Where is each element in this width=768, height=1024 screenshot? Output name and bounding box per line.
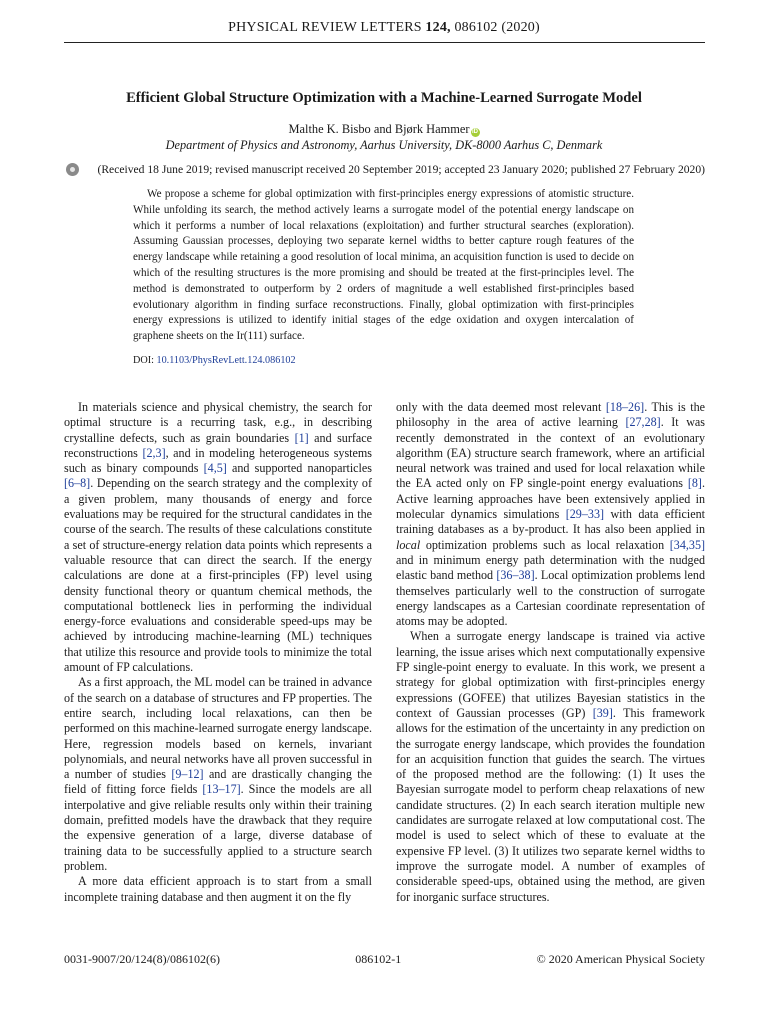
abstract: We propose a scheme for global optimization with first-principles energy expressions of atomistic structure. While unfolding its search, the method actively learns a surrogate model of the potential energy landscape on which it performs a number of local relaxations (exploitation) and further structural searches (exploration). Assuming Gaussian processes, deploying two separate kernel widths to better capture rough features of the energy landscape while retaining a good resolution of local minima, an acquisition function is used to decide on which of the resulting structures is the more promising and should be treated at the first-principles level. The method is demonstrated to outperform by 2 orders of magnitude a well established first-principles based evolutionary algorithm in finding surface reconstructions. Finally, global optimization with first-principles energy expressions is utilized to identify initial stages of the edge oxidation and oxygen intercalation of graphene sheets on the Ir(111) surface. [133, 188, 634, 343]
article-number: 086102 (2020) [454, 20, 540, 35]
paragraph: only with the data deemed most relevant [18–26]. This is the philosophy in the area of active learning [27,28]. It was recently demonstrated in the context of an evolutionary algorithm (EA) structure search framework, where an artificial neural network was trained and used for local relaxation while the EA acted only on FP single-point energy evaluations [8]. Active learning approaches have been extensively applied in molecular dynamics simulations [29–33] with data efficient training databases as a by-product. It has also been applied in local optimization problems such as local relaxation [34,35] and in minimum energy path determination with the nudged elastic band method [36–38]. Local optimization problems lend themselves particularly well to the construction of surrogate energy landscapes as a Cartesian coordinate representation of atoms may be adopted. [396, 400, 706, 629]
citation-link[interactable]: [6–8] [64, 476, 91, 491]
citation-link[interactable]: [2,3] [142, 445, 166, 460]
page-footer [64, 952, 705, 967]
volume: 124, [425, 20, 451, 35]
history-text: (Received 18 June 2019; revised manuscript received 20 September 2019; accepted 23 January 2020; published 27 February 2020) [97, 163, 705, 176]
citation-link[interactable]: [29–33] [565, 507, 605, 522]
citation-link[interactable]: [18–26] [605, 400, 645, 414]
body-column-right [396, 400, 705, 905]
page-number: 086102-1 [355, 952, 402, 966]
crossmark-icon[interactable] [66, 163, 79, 176]
citation-link[interactable]: [9–12] [171, 767, 204, 782]
citation-link[interactable]: [8] [687, 476, 702, 491]
doi-link[interactable]: 10.1103/PhysRevLett.124.086102 [156, 355, 296, 366]
footer-code: 0031-9007/20/124(8)/086102(6) [64, 952, 220, 966]
copyright: © 2020 American Physical Society [536, 952, 705, 966]
emphasis: local [396, 537, 421, 552]
affiliation: Department of Physics and Astronomy, Aarhus University, DK-8000 Aarhus C, Denmark [165, 138, 603, 152]
paper-title: Efficient Global Structure Optimization with a Machine-Learned Surrogate Model [126, 90, 642, 106]
journal-name: PHYSICAL REVIEW LETTERS [228, 20, 422, 35]
citation-link[interactable]: [39] [592, 705, 613, 720]
paragraph: In materials science and physical chemistry, the search for optimal structure is a recurring task, e.g., in describing crystalline defects, such as grain boundaries [1] and surface reconstructions [2,3], and in modeling heterogeneous systems such as binary compounds [4,5] and supported nanoparticles [6–8]. Depending on the search strategy and the complexity of a given problem, many thousands of energy and force evaluations may be required for the structural candidates in the course of the search. The results of these calculations constitute a set of structure-energy relation data points which represents a valuable resource that can direct the search. If the energy calculations are done at a first-principles (FP) level using density functional theory or quantum chemical methods, the computational bottleneck lies in performing the individual energy-force evaluations and considerable speed-ups may be achieved by introducing machine-learning (ML) techniques that utilize this resource and provide tools to minimize the total amount of FP calculations. [64, 400, 372, 675]
citation-link[interactable]: [36–38] [496, 568, 535, 583]
author-names: Malthe K. Bisbo and Bjørk Hammer [288, 122, 470, 136]
citation-link[interactable]: [34,35] [669, 537, 706, 552]
paragraph: As a first approach, the ML model can be trained in advance of the search on a database of structures and FP properties. The entire search, including local relaxations, can then be performed on this machine-learned surrogate energy landscape. Here, regression models based on kernels, invariant polynomials, and neural networks have all proven successful in a number of studies [9–12] and are drastically changing the field of fitting force fields [13–17]. Since the models are all interpolative and give reliable results only within their training domain, prefitted models have the drawback that they require the expensive generation of a large, diverse database of training data to be successfully applied to a structure search problem. [64, 675, 372, 873]
running-head [64, 20, 704, 36]
orcid-icon[interactable]: iD [472, 129, 478, 135]
authors [64, 122, 704, 137]
doi-line [133, 355, 296, 366]
citation-link[interactable]: [13–17] [202, 782, 241, 797]
doi-label: DOI: [133, 355, 154, 366]
body-column-left [64, 400, 372, 905]
paragraph: A more data efficient approach is to start from a small incomplete training database and then augment it on the fly [64, 874, 372, 904]
citation-link[interactable]: [27,28] [625, 415, 661, 430]
paragraph: When a surrogate energy landscape is trained via active learning, the issue arises which next computationally expensive FP single-point energy to evaluate. In this work, we present a strategy for global optimization with first-principles energy expressions (GOFEE) that utilizes Bayesian statistics in the context of Gaussian processes (GP) [39]. This framework allows for the estimation of the uncertainty in any prediction on the surrogate energy landscape, which provides the foundation for an acquisition function that guides the search. The virtues of the proposed method are the following: (1) It uses the Bayesian surrogate model to perform cheap relaxations of new candidate structures. (2) In each search iteration multiple new candidates are surrogate relaxed at low computational cost. The model is used to select which of these to evaluate at the expensive FP level. (3) It utilizes two separate kernel widths to improve the surrogate model. A number of examples of considerable speed-ups, obtained using the method, are given for inorganic surface structures. [396, 629, 705, 904]
header-rule [64, 42, 705, 43]
citation-link[interactable]: [4,5] [203, 461, 227, 476]
publication-history [64, 163, 705, 176]
citation-link[interactable]: [1] [294, 430, 309, 445]
